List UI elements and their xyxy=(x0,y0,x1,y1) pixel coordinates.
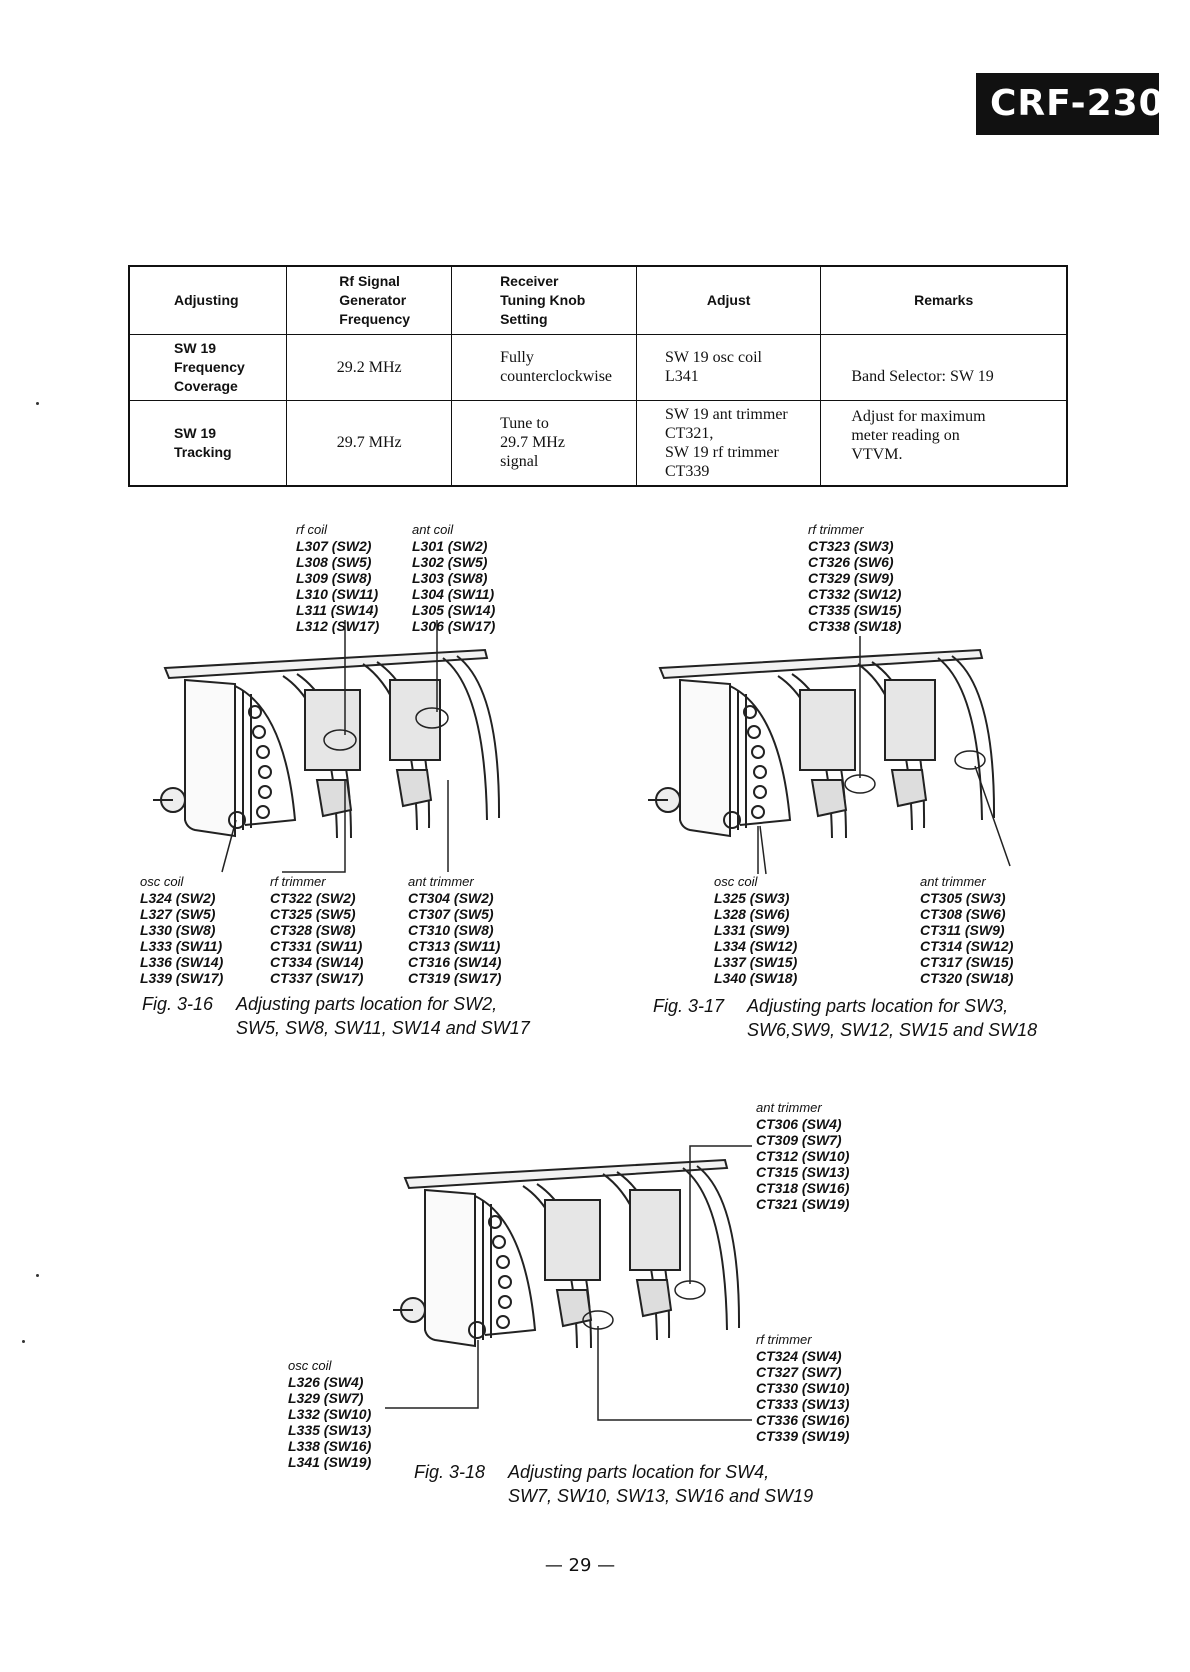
list-item: CT317 (SW15) xyxy=(920,954,1014,970)
fig16-rf-trimmer-label xyxy=(270,874,363,986)
list-item: CT331 (SW11) xyxy=(270,938,363,954)
list-item: CT332 (SW12) xyxy=(808,586,902,602)
fig16-ant-coil-label xyxy=(412,522,495,634)
list-item: CT324 (SW4) xyxy=(756,1348,842,1364)
list-item: CT304 (SW2) xyxy=(408,890,494,906)
list-item: L331 (SW9) xyxy=(714,922,790,938)
cell-frequency: 29.7 MHz xyxy=(287,400,452,486)
list-item: CT320 (SW18) xyxy=(920,970,1014,986)
fig18-osc-coil-label xyxy=(288,1358,371,1470)
fig17-rf-trimmer-label xyxy=(808,522,901,634)
cell-adjust: SW 19 ant trimmer CT321, SW 19 rf trimmer CT339 xyxy=(636,400,820,486)
cell-knob: Fully counterclockwise xyxy=(452,334,637,400)
label-heading: rf trimmer xyxy=(808,522,864,537)
list-item: CT325 (SW5) xyxy=(270,906,356,922)
list-item: CT323 (SW3) xyxy=(808,538,894,554)
list-item: L337 (SW15) xyxy=(714,954,798,970)
list-item: L308 (SW5) xyxy=(296,554,372,570)
caption-line: SW5, SW8, SW11, SW14 and SW17 xyxy=(236,1018,530,1038)
list-item: L334 (SW12) xyxy=(714,938,798,954)
list-item: CT312 (SW10) xyxy=(756,1148,850,1164)
fig17-assembly xyxy=(648,650,994,860)
fig16-osc-coil-label xyxy=(140,874,223,986)
list-item: CT315 (SW13) xyxy=(756,1164,850,1180)
list-item: L301 (SW2) xyxy=(412,538,488,554)
list-item: CT310 (SW8) xyxy=(408,922,494,938)
list-item: CT333 (SW13) xyxy=(756,1396,850,1412)
list-item: L309 (SW8) xyxy=(296,570,372,586)
list-item: CT309 (SW7) xyxy=(756,1132,842,1148)
caption-line: SW7, SW10, SW13, SW16 and SW19 xyxy=(508,1486,814,1506)
label-heading: ant trimmer xyxy=(920,874,986,889)
list-item: L326 (SW4) xyxy=(288,1374,364,1390)
list-item: L340 (SW18) xyxy=(714,970,798,986)
list-item: CT307 (SW5) xyxy=(408,906,494,922)
list-item: CT328 (SW8) xyxy=(270,922,356,938)
fig18-assembly xyxy=(393,1160,739,1370)
fig16-ant-trimmer-label xyxy=(408,874,501,986)
cell-frequency: 29.2 MHz xyxy=(287,334,452,400)
list-item: CT327 (SW7) xyxy=(756,1364,842,1380)
label-heading: ant trimmer xyxy=(756,1100,822,1115)
list-item: CT321 (SW19) xyxy=(756,1196,850,1212)
cell-adjusting: SW 19 Tracking xyxy=(129,400,287,486)
list-item: L307 (SW2) xyxy=(296,538,372,554)
cell-adjust: SW 19 osc coil L341 xyxy=(636,334,820,400)
cell-remarks: Band Selector: SW 19 xyxy=(821,334,1067,400)
list-item: L336 (SW14) xyxy=(140,954,224,970)
list-item: CT338 (SW18) xyxy=(808,618,902,634)
list-item: L304 (SW11) xyxy=(412,586,495,602)
page-number: — 29 — xyxy=(544,1555,616,1576)
list-item: L325 (SW3) xyxy=(714,890,790,906)
scan-dot xyxy=(22,1340,25,1343)
list-item: L305 (SW14) xyxy=(412,602,496,618)
figure-number: Fig. 3-18 xyxy=(414,1462,486,1482)
cell-adjusting: SW 19 Frequency Coverage xyxy=(129,334,287,400)
list-item: L339 (SW17) xyxy=(140,970,224,986)
fig18-ant-trimmer-label xyxy=(756,1100,849,1212)
label-heading: ant coil xyxy=(412,522,454,537)
label-heading: rf trimmer xyxy=(756,1332,812,1347)
fig17-osc-coil-label xyxy=(714,874,797,986)
list-item: CT339 (SW19) xyxy=(756,1428,850,1444)
list-item: CT336 (SW16) xyxy=(756,1412,850,1428)
caption-line: Adjusting parts location for SW3, xyxy=(747,996,1009,1016)
list-item: CT316 (SW14) xyxy=(408,954,502,970)
label-heading: osc coil xyxy=(288,1358,332,1373)
list-item: CT335 (SW15) xyxy=(808,602,902,618)
fig17-ant-trimmer-label xyxy=(920,874,1013,986)
list-item: CT326 (SW6) xyxy=(808,554,894,570)
header-tuning-knob: Receiver Tuning Knob Setting xyxy=(452,266,637,334)
fig18-rf-trimmer-label xyxy=(756,1332,849,1444)
list-item: L335 (SW13) xyxy=(288,1422,372,1438)
model-badge: CRF-230E xyxy=(976,73,1159,135)
scan-dot xyxy=(36,402,39,405)
header-adjust: Adjust xyxy=(636,266,820,334)
list-item: L332 (SW10) xyxy=(288,1406,372,1422)
list-item: CT311 (SW9) xyxy=(920,922,1005,938)
figure-number: Fig. 3-17 xyxy=(653,996,725,1016)
list-item: L324 (SW2) xyxy=(140,890,216,906)
list-item: CT308 (SW6) xyxy=(920,906,1006,922)
caption-line: SW6,SW9, SW12, SW15 and SW18 xyxy=(747,1020,1038,1040)
list-item: L333 (SW11) xyxy=(140,938,223,954)
cell-knob: Tune to 29.7 MHz signal xyxy=(452,400,637,486)
list-item: CT306 (SW4) xyxy=(756,1116,842,1132)
list-item: L302 (SW5) xyxy=(412,554,488,570)
fig16-assembly xyxy=(153,650,499,860)
scan-dot xyxy=(36,1274,39,1277)
fig16-caption xyxy=(142,992,530,1040)
list-item: L330 (SW8) xyxy=(140,922,216,938)
list-item: L312 (SW17) xyxy=(296,618,380,634)
label-heading: osc coil xyxy=(140,874,184,889)
list-item: CT322 (SW2) xyxy=(270,890,356,906)
list-item: L328 (SW6) xyxy=(714,906,790,922)
list-item: CT319 (SW17) xyxy=(408,970,502,986)
caption-line: Adjusting parts location for SW4, xyxy=(508,1462,770,1482)
fig18-caption xyxy=(414,1460,813,1508)
label-heading: rf coil xyxy=(296,522,328,537)
label-heading: ant trimmer xyxy=(408,874,474,889)
figure-number: Fig. 3-16 xyxy=(142,994,214,1014)
list-item: L306 (SW17) xyxy=(412,618,496,634)
list-item: CT305 (SW3) xyxy=(920,890,1006,906)
list-item: L310 (SW11) xyxy=(296,586,379,602)
header-remarks: Remarks xyxy=(821,266,1067,334)
cell-remarks: Adjust for maximum meter reading on VTVM. xyxy=(821,400,1067,486)
list-item: CT329 (SW9) xyxy=(808,570,894,586)
list-item: CT313 (SW11) xyxy=(408,938,501,954)
list-item: L311 (SW14) xyxy=(296,602,379,618)
label-heading: osc coil xyxy=(714,874,758,889)
header-adjusting: Adjusting xyxy=(129,266,287,334)
list-item: L338 (SW16) xyxy=(288,1438,372,1454)
caption-line: Adjusting parts location for SW2, xyxy=(236,994,498,1014)
list-item: CT334 (SW14) xyxy=(270,954,364,970)
list-item: L327 (SW5) xyxy=(140,906,216,922)
list-item: CT337 (SW17) xyxy=(270,970,364,986)
label-heading: rf trimmer xyxy=(270,874,326,889)
list-item: L341 (SW19) xyxy=(288,1454,372,1470)
list-item: L329 (SW7) xyxy=(288,1390,364,1406)
list-item: CT318 (SW16) xyxy=(756,1180,850,1196)
fig16-rf-coil-label xyxy=(296,522,379,634)
header-rf-signal: Rf Signal Generator Frequency xyxy=(287,266,452,334)
fig17-caption xyxy=(653,994,1037,1042)
list-item: L303 (SW8) xyxy=(412,570,488,586)
list-item: CT330 (SW10) xyxy=(756,1380,850,1396)
list-item: CT314 (SW12) xyxy=(920,938,1014,954)
